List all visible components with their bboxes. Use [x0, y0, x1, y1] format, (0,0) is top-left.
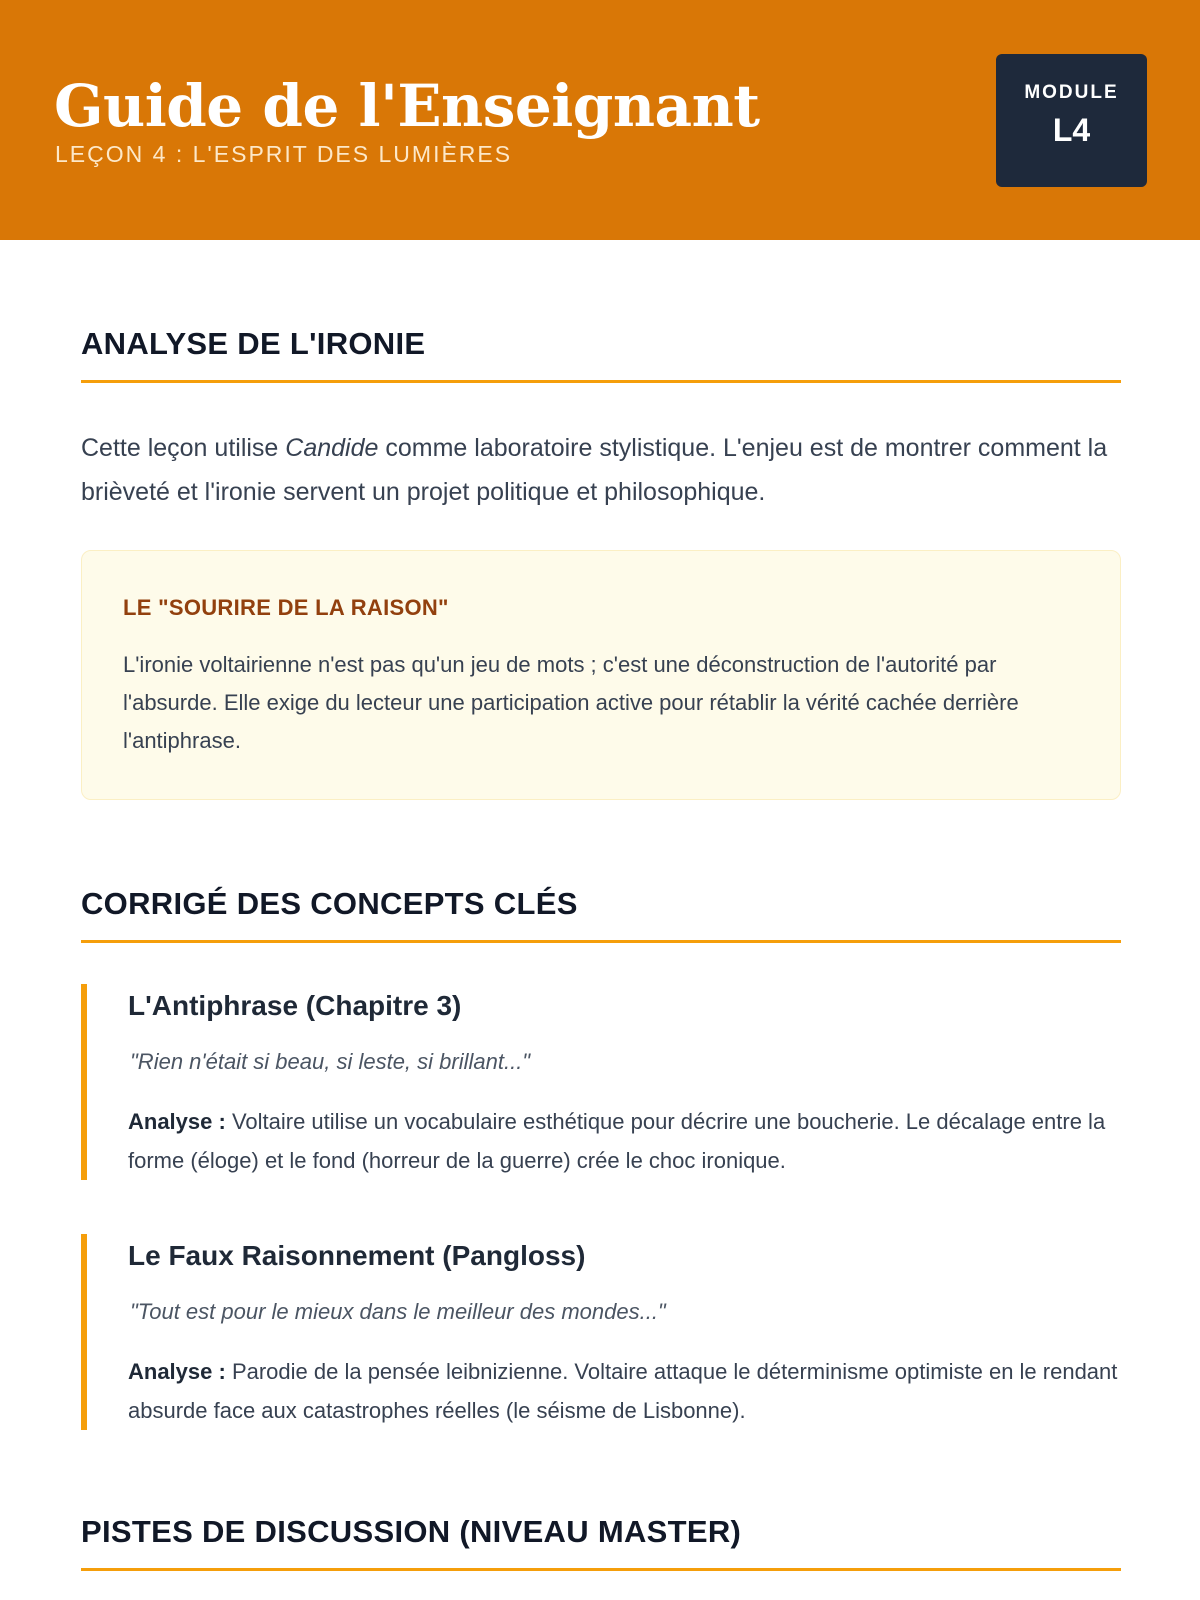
- section-divider: [81, 940, 1121, 943]
- analysis-text: Voltaire utilise un vocabulaire esthétique pour décrire une boucherie. Le décalage entre la forme (éloge) et le fond (horreur de la guerre) crée le choc ironique.: [128, 1109, 1106, 1173]
- concept-card: [81, 984, 1141, 1180]
- callout-title: LE "SOURIRE DE LA RAISON": [123, 595, 449, 620]
- intro-text-end: comme laboratoire stylistique. L'enjeu est de montrer comment la brièveté et l'ironie servent un projet politique et philosophique.: [81, 434, 1108, 506]
- analysis-label: Analyse :: [128, 1359, 226, 1384]
- concept-title: L'Antiphrase (Chapitre 3): [128, 990, 462, 1021]
- concept-quote: "Rien n'était si beau, si leste, si brillant...": [130, 1049, 531, 1074]
- concept-quote: "Tout est pour le mieux dans le meilleur des mondes...": [130, 1299, 666, 1324]
- callout-box: [81, 550, 1121, 800]
- section-divider: [81, 380, 1121, 383]
- intro-text-start: Cette leçon utilise: [81, 434, 286, 462]
- module-badge: [996, 54, 1147, 187]
- page-subtitle: LEÇON 4 : L'ESPRIT DES LUMIÈRES: [55, 141, 513, 167]
- module-code: L4: [1052, 112, 1091, 148]
- section-title-discussion: PISTES DE DISCUSSION (NIVEAU MASTER): [81, 1514, 742, 1549]
- section-title-irony: ANALYSE DE L'IRONIE: [81, 326, 426, 361]
- intro-paragraph: [81, 426, 1131, 514]
- page-title: Guide de l'Enseignant: [54, 72, 760, 140]
- analysis-label: Analyse :: [128, 1109, 226, 1134]
- section-title-concepts: CORRIGÉ DES CONCEPTS CLÉS: [81, 886, 578, 921]
- page-header: [0, 0, 1200, 240]
- concept-analysis: [128, 1352, 1128, 1430]
- callout-body: L'ironie voltairienne n'est pas qu'un jeu de mots ; c'est une déconstruction de l'autorité par l'absurde. Elle exige du lecteur une participation active pour rétablir la vérité cachée derrière l'antiphrase.: [123, 652, 1019, 753]
- section-divider: [81, 1568, 1121, 1571]
- concept-analysis: [128, 1102, 1128, 1180]
- concept-title: Le Faux Raisonnement (Pangloss): [128, 1240, 586, 1271]
- concept-card: [81, 1234, 1141, 1430]
- module-label: MODULE: [1024, 82, 1119, 103]
- analysis-text: Parodie de la pensée leibnizienne. Voltaire attaque le déterminisme optimiste en le rendant absurde face aux catastrophes réelles (le séisme de Lisbonne).: [128, 1359, 1118, 1423]
- intro-emphasis: Candide: [285, 434, 379, 462]
